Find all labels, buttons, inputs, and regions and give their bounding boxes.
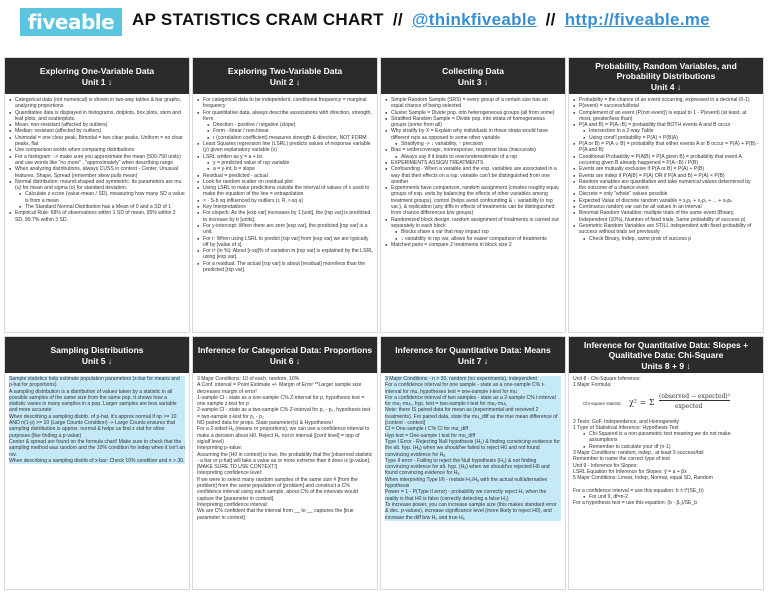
- unit-3-card: [380, 57, 566, 333]
- sub-bullet-item: ● ↓ variability in rsp var, allows for easier comparison of treatments: [385, 236, 561, 242]
- card-unit-label: Unit 4 ↓: [650, 81, 682, 92]
- sub-bullet-item: ● For unit 9, df=n-2: [573, 494, 759, 500]
- bullet-item: ● Continuous random var can be all values in an interval: [573, 204, 759, 210]
- page-title: [132, 10, 710, 30]
- card-unit-label: Unit 3 ↓: [457, 76, 489, 87]
- sub-bullet-item: ● Blocks share a var that may impact rsp: [385, 229, 561, 235]
- card-paragraph: Center & spread are found on the formula chart! Make sure to check that the sampling method was random and the 10% condition for indep when it isn't an rsv.: [9, 438, 185, 458]
- card-paragraph: Assuming the [H0 in context] is true, the probability that the [observed statistic - a bar or p-hat] will take a value as or more extreme than it does is [p-value]. [MAKE SURE TO USE CONTEXT!]: [197, 451, 373, 471]
- bullet-item: ● For slope/b: As the [exp var] increases by 1 [unit], the [rsp var] is predicted to increase by b [units].: [197, 210, 373, 223]
- bullet-item: ● For categorical data to be independent, conditional frequency = marginal frequency: [197, 97, 373, 110]
- bullet-item: ● Cluster Sample = Divide pop. into heterogeneous groups (all from some): [385, 110, 561, 116]
- unit-8-9-card: [568, 336, 764, 590]
- bullet-item: ● Look for random scatter on residual plot: [197, 179, 373, 185]
- title-text: AP STATISTICS CRAM CHART: [132, 10, 384, 29]
- card-header: [381, 337, 565, 373]
- bullet-item: ● Complement of an event (P(not event)) is equal to 1 - P(event) (at least, at most, greater/less than): [573, 110, 759, 123]
- bullet-item: ● Empirical Rule: 68% of observations within 1 SD of mean, 95% within 2 SD, 99.7% within 3 SD.: [9, 210, 185, 223]
- card-body: [381, 373, 565, 524]
- card-body: [569, 94, 763, 245]
- unit-7-card: [380, 336, 566, 590]
- card-paragraph: 3 Major Conditions: 10 of each, random, 10%: [197, 376, 300, 382]
- card-paragraph: When describing a sampling distrib. of p-hat, it's approx normal if np >= 10 AND n(1-p) >= 10 (Large Counts Condition) -> Large Counts ensures that sampling distribution is approx. normal & helps us find z stat for other purposes (like finding a p-value): [9, 414, 185, 439]
- card-paragraph: Unit 9 - Inference for Slopes:: [573, 462, 638, 469]
- bullet-item: ● For a residual: The actual [rsp var] is about [residual] more/less than the predicted [rsp var].: [197, 261, 373, 274]
- sub-bullet-item: ● Stratifying -> ↓ variability, ↑ precision: [385, 141, 561, 147]
- sub-bullet-item: ● y = predicted value of rsp variable: [197, 160, 373, 166]
- card-body: [193, 94, 377, 276]
- card-unit-label: Unit 6 ↓: [269, 355, 301, 366]
- card-paragraph: CI = One-sample t C% CI for mu_diff: [385, 426, 561, 432]
- bullet-item: ● LSRL written as y = a + bx: [197, 154, 373, 160]
- bullet-item: ● Matched pairs = compare 2 treatments in block size 2: [385, 242, 561, 248]
- sub-bullet-item: ● Remember to calculate your df (n-1): [573, 444, 759, 450]
- card-paragraph: When interpreting Type I/II - restate H₀/Hₐ with the actual null/alternative hypothesis: [385, 477, 561, 490]
- bullet-item: ● P(A or B) = P(A ∪ B) = probability that either events A or B occur = P(A) + P(B) - P(A and B): [573, 141, 759, 154]
- bullet-list: [573, 97, 759, 242]
- card-unit-label: Unit 7 ↓: [457, 355, 489, 366]
- card-paragraph: Interpreting confidence interval:: [197, 501, 269, 508]
- card-paragraph: When describing a sampling distrib of x-bar: Check 10% condition and n > 30.: [9, 457, 185, 464]
- card-paragraph: 1 Type of Statistical Inference: Hypothesis Test: [573, 424, 679, 431]
- bullet-item: ● Randomized block design: random assignment of treatments is carried out separately in each block: [385, 217, 561, 230]
- bullet-item: ● Quantitative data is displayed in histograms, dotplots, box plots, stem and leaf plots, and scatterplots.: [9, 110, 185, 123]
- unit-5-card: [4, 336, 190, 590]
- card-unit-label: Unit 2 ↓: [269, 76, 301, 87]
- card-title: Exploring Two-Variable Data: [227, 65, 343, 76]
- bullet-item: ● For y-intercept: When there are zero [exp var], the predicted [rsp var] is a unit.: [197, 223, 373, 236]
- card-paragraph: Sample statistics help estimate population parameters (x-bar for means and p-hat for proportions): [9, 376, 185, 389]
- card-paragraph: For a hypothesis test = use this equation: (b - β₀)/SE_b: [573, 500, 698, 507]
- unit-4-card: [568, 57, 764, 333]
- sub-bullet-item: ● Using cond'l probability = P(A) × P(B|A): [573, 135, 759, 141]
- bullet-item: ● Use comparison words when comparing distributions: [9, 147, 185, 153]
- card-paragraph: 2-sample CI - state as a two-sample C% Z-interval for p₁ - p₂, hypothesis test = two-sample z-test for p₁ - p₂: [197, 407, 371, 420]
- card-body: [5, 373, 189, 467]
- bullet-item: ● For r: When using LSRL to predict [rsp var] from [exp var] we are typically off by [value of s].: [197, 236, 373, 249]
- card-body: [193, 373, 377, 524]
- card-paragraph: Remember to name the correct type of test: [573, 456, 670, 463]
- bullet-item: ● For r² (in %): About [r-sq]% of variation in [rsp var] is explained by the LSRL using [exp var].: [197, 248, 373, 261]
- chi-square-formula: [583, 393, 733, 415]
- bullet-item: ● Stratified Random Sample = Divide pop. into strata of homogeneous groups (some from all): [385, 116, 561, 129]
- bullet-item: ● Bias = undercoverage, nonresponse, response bias (inaccurate): [385, 147, 561, 153]
- sub-bullet-item: ● Check Binary, Indep, same prob of success p: [573, 236, 759, 242]
- card-header: [381, 58, 565, 94]
- bullet-item: ● Confounding - When a variable and the exp. variables are associated in a way that their effects on a rsp. variable can't be distinguished from one another: [385, 166, 561, 185]
- card-unit-label: Unit 1 ↓: [81, 76, 113, 87]
- sub-bullet-item: ● The Standard Normal Distribution has a Mean of 0 and a SD of 1: [9, 204, 185, 210]
- bullet-item: ● Probability = the chance of an event occurring, expressed in a decimal (0-1): [573, 97, 759, 103]
- bullet-item: ● Random variables are quantitative and take numerical values determined by the outcome of a chance event: [573, 179, 759, 192]
- bullet-item: ● Residual = predicted - actual: [197, 173, 373, 179]
- formula-label: Chi-square statistic: [583, 400, 622, 406]
- sub-bullet-item: ● a = y-int, b = slope: [197, 166, 373, 172]
- card-title: Inference for Categorical Data: Proportions: [197, 344, 373, 355]
- formula-lhs: χ² = Σ: [629, 397, 655, 407]
- card-header: [193, 58, 377, 94]
- bullet-item: ● Simple Random Sample (SRS) = every group of a certain size has an equal chance of being selected: [385, 97, 561, 110]
- card-header: [5, 337, 189, 373]
- card-paragraph: LSRL Equation for Inference for Slopes: ŷ = a + βx: [573, 468, 687, 475]
- sub-bullet-item: ● Chi-Squared is a non-parametric test meaning we do not make assumptions: [573, 431, 759, 444]
- card-paragraph: For a confidence interval of two samples - state as a 2-sample C% t-interval for mu₁-mu₂, hyp. test = two-sample t-test for mu₁-mu₂: [385, 395, 561, 408]
- bullet-item: ● EXPERIMENTS ASSIGN TREATMENTS: [385, 160, 561, 166]
- sub-bullet-item: ● r (correlation coefficient) measures strength & direction, NOT FORM: [197, 135, 373, 141]
- card-paragraph: Hyp test = One-sample t test for mu_diff: [385, 433, 561, 439]
- card-paragraph: Interpreting p-value:: [197, 445, 243, 452]
- card-title: Inference for Quantitative Data: Means: [395, 344, 551, 355]
- bullet-item: ● P(event) = successful/total: [573, 103, 759, 109]
- unit-1-card: [4, 57, 190, 333]
- bullet-list: [573, 431, 759, 450]
- card-title: Collecting Data: [442, 65, 504, 76]
- card-header: [569, 58, 763, 94]
- sub-bullet-item: ● Form - linear / non-linear: [197, 128, 373, 134]
- bullet-item: ● Least Squares regression line (LSRL) predicts values of response variable (y) given explanatory variable (x): [197, 141, 373, 154]
- card-paragraph: Power = 1 - P(Type II error) - probability we correctly reject H₀ when the reality is that H0 is false (correctly detecting a false H₀): [385, 489, 561, 502]
- card-paragraph: Unit 8 - Chi-Square Inference:: [573, 376, 641, 382]
- card-paragraph: To increase power, you can increase sample size (this makes standard error & dec. p-values), increase significance level (more likely to reject H0), and increase the diff b/w H₀ and true Hₐ: [385, 502, 561, 521]
- card-paragraph: Interpreting confidence level:: [197, 470, 263, 477]
- bullet-item: ● Normal distribution: mound-shaped and symmetric. Its parameters are mu (u) for mean and sigma (o) for standard deviation.: [9, 179, 185, 192]
- bullet-item: ● When analyzing distributions, always CUSS in context - Center, Unusual features, Shape, Spread (remember skew pulls mean): [9, 166, 185, 179]
- card-paragraph: 3 Major Conditions - n > 30, random (no experiments), independent: [385, 376, 561, 382]
- formula-numerator: (observed − expected)²: [659, 392, 731, 400]
- bullet-list: [197, 97, 373, 273]
- card-paragraph: 5 Major Conditions: Linear, Indep, Normal, equal SD, Random: [573, 475, 713, 482]
- card-paragraph: A Conf. interval = Point Estimate +/- Margin of Error **Larger sample size decreases margin of error!: [197, 382, 362, 395]
- fiveable-logo[interactable]: fiveable: [20, 8, 122, 36]
- unit-6-card: [192, 336, 378, 590]
- card-paragraph: For a confidence interval for one sample - state as a one-sample C% t-interval for mu, hypotheses test = one-sample t-test for mu: [385, 382, 561, 395]
- bullet-item: ● P(A and B) = P(A∩B) = probability that BOTH events A and B occur: [573, 122, 759, 128]
- card-paragraph: 3 Major Conditions: random, indep., at least 5 success/fail: [573, 450, 704, 457]
- bullet-item: ● Mean: non-resistant (affected by outliers): [9, 122, 185, 128]
- sub-bullet-item: ● Calculate z-score (value-mean / SD), measuring how many SD a value is from a mean: [9, 191, 185, 204]
- card-title: Inference for Quantitative Data: Slopes + Qualitative Data: Chi-Square: [583, 339, 749, 360]
- bullet-item: ● Events are indep if P(A|B) = P(A) OR if P(A and B) = P(A) × P(B): [573, 173, 759, 179]
- unit-2-card: [192, 57, 378, 333]
- card-paragraph: 2 Tests: GoF, Independence, and Homogeneity: [573, 418, 680, 425]
- bullet-item: ● Using LSRL to make predictions outside the interval of values of x used to make the equation of the line = extrapolation: [197, 185, 373, 198]
- page-header: [0, 0, 768, 46]
- card-body: [381, 94, 565, 251]
- card-paragraph: Type I Error - Rejecting Null hypothesis (H₀) & finding convincing evidence for the alt. hyp. (Hₐ) when we should've failed to reject H0 and not found convincing evidence for Hₐ: [385, 438, 560, 458]
- card-paragraph: For a confidence interval = use this equation: b ± t*(SE_b): [573, 487, 704, 494]
- card-paragraph: A sampling distribution is a distribution of values taken by a statistic in all possible samples of the same size from the same pop. It shows how a statistic varies in many samples in a pop. Larger samples are less variable and more accurate: [9, 389, 185, 414]
- card-title: Exploring One-Variable Data: [39, 65, 155, 76]
- bullet-list: [9, 97, 185, 223]
- bullet-item: ● Experiments have comparison, random assignment (creates roughly equiv. groups of exp. units by balancing the effects of other variables among treatment groups), control (helps avoid confounding & ↓ variability in rsp var.), & replication (any diffs in effects of treatments can be distinguished from chance differences b/w groups): [385, 185, 561, 216]
- card-unit-label: Unit 5 ↓: [81, 355, 113, 366]
- card-header: [569, 337, 763, 373]
- bullet-list: [385, 97, 561, 248]
- card-title: Probability, Random Variables, and Probability Distributions: [595, 60, 737, 81]
- bullet-item: ● Discrete = only "whole" values possible: [573, 191, 759, 197]
- bullet-item: ● Conditional Probability = P(A|B) = P(A given B) = probability that event A occurring given B already happened = P(A∩B) / P(B): [573, 154, 759, 167]
- bullet-item: ● × · S-b sq influenced by outliers (r, R, r-sq a): [197, 198, 373, 204]
- card-paragraph: If we were to select many random samples of the same size # [from the problem] from the same population of [problem] and construct a C% confidence interval using each sample, about C% of the intervals would capture the [parameter in context].: [197, 476, 358, 502]
- card-paragraph: 1 Major Formula:: [573, 382, 612, 389]
- bullet-item: ● For quantitative data, always describe associations with direction, strength, form.: [197, 110, 373, 123]
- sub-bullet-item: ● Intersection in a 2-way Table: [573, 128, 759, 134]
- title-separator: //: [392, 10, 403, 29]
- title-separator: //: [545, 10, 556, 29]
- bullet-item: ● Why stratify by X = Explain why individuals in those strata would have different rsps as opposed to some other variable: [385, 128, 561, 141]
- card-paragraph: Note: there IS paired data for mean as (experimental unit received 2 treatments). For paired data, state the mu_diff as the true mean difference of [context - context]: [385, 407, 561, 426]
- bullet-item: ● Expected Value of discrete random variable = x₁p₁ + x₂p₂ + ... + xₙpₙ: [573, 198, 759, 204]
- card-body: [5, 94, 189, 226]
- sub-bullet-item: ● Always say if it leads to over/underestimate of a rsp: [385, 154, 561, 160]
- card-paragraph: Type II error - Failing to reject the Null hypothesis (H₀) & not finding convincing evidence for alt. hyp. (Hₐ) when we should've rejected H0 and found convincing evidence for Hₐ: [385, 458, 561, 477]
- bullet-item: ● Median: resistant (affected by outliers): [9, 128, 185, 134]
- bullet-list: [573, 494, 759, 500]
- card-header: [193, 337, 377, 373]
- card-unit-label: Units 8 + 9 ↓: [641, 360, 691, 371]
- website-link[interactable]: http://fiveable.me: [564, 10, 710, 29]
- twitter-handle-link[interactable]: @thinkfiveable: [411, 10, 537, 29]
- formula-denominator: expected: [675, 402, 703, 410]
- card-paragraph: We are C% confident that the interval from __ to __ captures the [true parameter in context]: [197, 508, 354, 521]
- card-paragraph: For a 2-sided Hₐ (means or proportions), we can use a confidence interval to make a decision about H0. Reject H₀ not in interval ([conf level] = opp of sig/alf level): [197, 426, 370, 445]
- card-title: Sampling Distributions: [50, 344, 144, 355]
- bullet-item: ● Key Interpretations: [197, 204, 373, 210]
- bullet-item: ● Events are mutually exclusive if P(A or B) = P(A) + P(B): [573, 166, 759, 172]
- card-paragraph: 1-sample CI - state as a one-sample C% Z-interval for p, hypothesis test = one sample z-test for p: [197, 394, 365, 408]
- sub-bullet-item: ● Direction - positive / negative (slope): [197, 122, 373, 128]
- card-header: [5, 58, 189, 94]
- bullet-item: ● Geometric Random Variables are STILL independent with fixed probability of success without trials set previously: [573, 223, 759, 236]
- card-paragraph: NO paired data for props. State parameter(s) & Hypotheses!: [197, 420, 333, 427]
- bullet-item: ● Categorical data (not numerical) is shown in two-way tables & bar graphs, analyzing proportions: [9, 97, 185, 110]
- bullet-item: ● Unimodal = one clear peak, Bimodal = two clear peaks, Uniform = no clear peaks, flat: [9, 135, 185, 148]
- card-body: [569, 373, 763, 509]
- bullet-item: ● Binomial Random Variables: multiple trials of the same event (Binary, Independent (10%), Number of fixed trials, Same probability of success p): [573, 210, 759, 223]
- bullet-item: ● For a histogram :-> make sure you approximate the mean (500-750 units) and use words like "no more" , "approximately" when describing range: [9, 154, 185, 167]
